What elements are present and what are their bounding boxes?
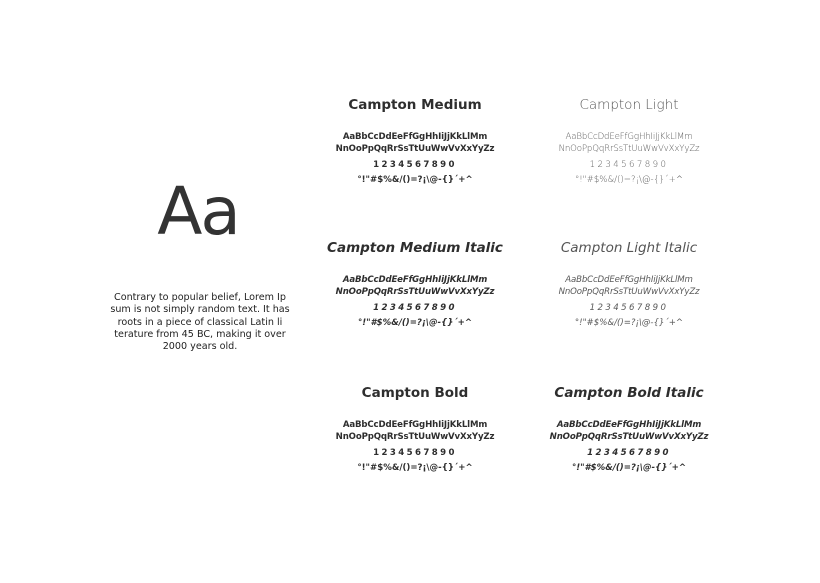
specimen-digits: 1234567890 [373,448,457,458]
specimen-symbols: °!"#$%&/()=?¡\@-{}´+^ [574,175,684,185]
specimen-lowercase-line: NnOoPpQqRrSsTtUuWwVvXxYyZz [558,144,700,154]
specimen-symbols: °!"#$%&/()=?¡\@-{}´+^ [357,175,473,185]
specimen-digits: 1234567890 [589,160,669,170]
specimen-uppercase-line: AaBbCcDdEeFfGgHhIiJjKkLlMm [565,132,693,142]
specimen-title: Campton Medium [348,97,482,113]
specimen-symbols: °!"#$%&/()=?¡\@-{}´+^ [574,318,684,328]
specimen-uppercase-line: AaBbCcDdEeFfGgHhIiJjKkLlMm [342,132,488,142]
specimen-title: Campton Light Italic [560,240,698,256]
specimen-lowercase-line: NnOoPpQqRrSsTtUuWwVvXxYyZz [549,432,709,442]
specimen-bold-italic [514,384,744,474]
specimen-lowercase-line: NnOoPpQqRrSsTtUuWwVvXxYyZz [335,287,495,297]
specimen-uppercase-line: AaBbCcDdEeFfGgHhIiJjKkLlMm [342,275,488,285]
specimen-title: Campton Medium Italic [327,240,503,256]
specimen-uppercase-line: AaBbCcDdEeFfGgHhIiJjKkLlMm [342,420,488,430]
specimen-symbols: °!"#$%&/()=?¡\@-{}´+^ [357,318,473,328]
specimen-uppercase-line: AaBbCcDdEeFfGgHhIiJjKkLlMm [556,420,702,430]
sample-glyphs: Aa [157,173,239,250]
specimen-title: Campton Bold [361,385,469,401]
specimen-lowercase-line: NnOoPpQqRrSsTtUuWwVvXxYyZz [335,144,495,154]
specimen-medium [300,96,530,186]
specimen-uppercase-line: AaBbCcDdEeFfGgHhIiJjKkLlMm [565,275,693,285]
specimen-lowercase-line: NnOoPpQqRrSsTtUuWwVvXxYyZz [335,432,495,442]
specimen-lowercase-line: NnOoPpQqRrSsTtUuWwVvXxYyZz [558,287,700,297]
specimen-title: Campton Bold Italic [554,385,704,401]
specimen-bold [300,384,530,474]
specimen-light [514,96,744,186]
specimen-symbols: °!"#$%&/()=?¡\@-{}´+^ [357,463,473,473]
specimen-medium-italic [300,239,530,329]
specimen-digits: 1234567890 [373,160,457,170]
specimen-light-italic [514,239,744,329]
specimen-digits: 1234567890 [589,303,669,313]
specimen-digits: 1234567890 [587,448,671,458]
specimen-title: Campton Light [579,97,679,113]
intro-paragraph: Contrary to popular belief, Lorem Ip sum is not simply random text. It has roots in a piece of classical Latin li terature from 45 BC, making it over 2000 years old. [110,292,290,353]
specimen-digits: 1234567890 [373,303,457,313]
specimen-symbols: °!"#$%&/()=?¡\@-{}´+^ [571,463,687,473]
